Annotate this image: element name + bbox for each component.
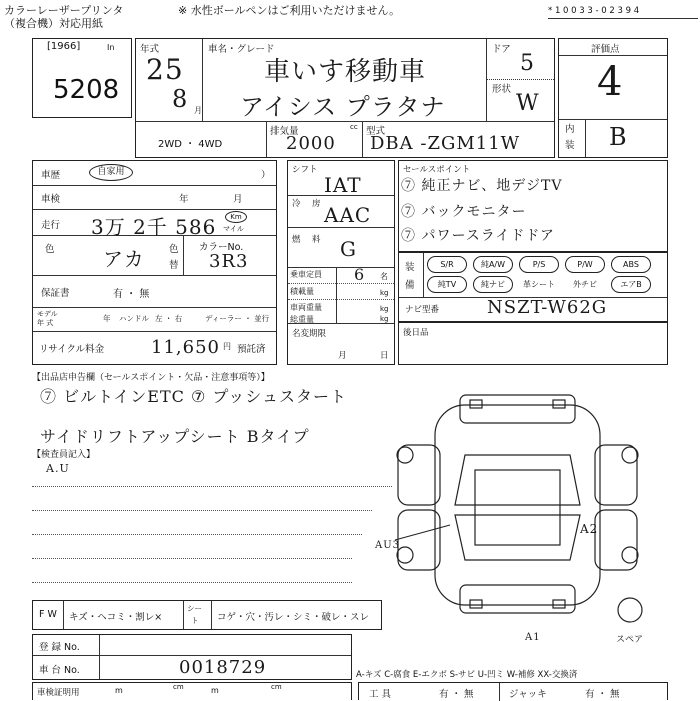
color-change-1: 色 [169, 244, 179, 255]
name-change-label: 名変期限 [292, 329, 327, 339]
capacity-label: 乗車定員 [290, 270, 322, 279]
equipment-label-2: 備 [405, 280, 415, 291]
vehicle-top-box [135, 38, 555, 158]
lot-bracket: [1966] [47, 41, 81, 52]
recycle-unit: 円 [223, 342, 231, 351]
score-label: 評価点 [591, 44, 620, 55]
color-no-value: 3R3 [209, 251, 249, 272]
seller-note-line-2: サイドリフトアップシート Bタイプ [40, 427, 310, 446]
load-label: 積載量 [290, 287, 314, 296]
serial-underline [548, 18, 698, 19]
interior-label-2: 装 [565, 140, 575, 151]
chassis-label: 車 台 No. [39, 665, 80, 676]
fw-label: F W [39, 609, 57, 620]
inspection-label: 車検 [41, 194, 61, 205]
header-paper-note: （複合機）対応用紙 [4, 17, 103, 30]
weight-label: 車両重量 [290, 303, 322, 312]
score-value: 4 [597, 59, 624, 105]
fw-seat-row [32, 600, 382, 630]
displacement-label: 排気量 [270, 126, 299, 137]
tools-label: 工 具 [369, 689, 392, 700]
certificate-row [32, 682, 352, 700]
history-suffix: ） [261, 170, 271, 181]
door-value: 5 [520, 51, 535, 76]
interior-label-1: 内 [565, 124, 575, 135]
certificate-m-unit-1: m [115, 686, 123, 695]
weight-unit: kg [380, 305, 389, 313]
navi-model-label: ナビ型番 [405, 305, 440, 315]
chassis-value: 0018729 [179, 657, 267, 678]
year-label: 年式 [140, 44, 160, 55]
damage-mark-a2: A2 [580, 522, 599, 536]
shape-label: 形状 [492, 84, 512, 95]
seller-note-line-1: ⑦ ビルトインETC ⑦ プッシュスタート [40, 387, 347, 406]
sales-points-box [398, 160, 668, 252]
aircon-label-2: 房 [312, 199, 321, 209]
seller-notes-label: 【出品店申告欄（セールスポイント・欠品・注意事項等）】 [32, 373, 270, 383]
seat-label-1: シー [187, 604, 202, 613]
color-value: アカ [103, 247, 145, 271]
spare-tire-label: スペア [616, 635, 644, 645]
damage-legend: A-キズ C-腐食 E-エクボ S-サビ U-凹ミ W-補修 XX-交換済 [356, 670, 578, 680]
interior-score-value: B [609, 123, 628, 151]
capacity-value: 6 [354, 265, 366, 284]
warranty-label: 保証書 [41, 288, 70, 299]
damage-mark-a1: A1 [525, 632, 541, 643]
warranty-value: 有 ・ 無 [113, 289, 150, 300]
tools-status: 有 ・ 無 [439, 689, 474, 700]
history-label: 車歴 [41, 170, 61, 181]
shape-value: W [516, 91, 540, 116]
inspector-label: 【検査員記入】 [32, 450, 96, 460]
certificate-cm-unit-2: cm [271, 683, 282, 691]
equip-power-window: P/W [565, 256, 605, 273]
equip-power-steering: P/S [519, 256, 559, 273]
seat-items: コゲ・穴・汚レ・シミ・破レ・スレ [217, 612, 370, 623]
header-printer-note: カラーレーザープリンタ [4, 4, 124, 17]
displacement-value: 2000 [286, 133, 336, 154]
registration-label: 登 録 No. [39, 642, 80, 653]
gross-unit: kg [380, 315, 389, 323]
equip-genuine-tv: 純TV [427, 276, 467, 293]
month-unit: 月 [194, 106, 202, 115]
sales-point-3: ⑦ パワースライドドア [401, 228, 555, 244]
equip-airbag: エアB [611, 276, 651, 293]
recycle-status: 預託済 [237, 344, 266, 355]
color-label: 色 [45, 244, 55, 255]
cc-unit: cc [350, 123, 358, 131]
mid-details-box [287, 160, 395, 365]
model-year-unit: 年 [103, 314, 111, 323]
history-value: 自家用 [89, 164, 133, 181]
equipment-box [398, 252, 668, 322]
grade-value: アイシス プラタナ [240, 93, 446, 121]
mileage-value: 3万 2千 586 [91, 215, 217, 239]
inspection-year-unit: 年 [179, 194, 189, 205]
certificate-cm-unit-1: cm [173, 683, 184, 691]
equip-aftermarket-tv: 外チビ [573, 280, 597, 289]
inspector-note: A.U [46, 462, 70, 475]
shift-label: シフト [292, 165, 318, 175]
inspection-month-unit: 月 [233, 194, 243, 205]
seat-label-2: ト [191, 616, 199, 625]
car-body-diagram [380, 385, 680, 655]
recycle-label: リサイクル料金 [39, 344, 105, 355]
door-label: ドア [492, 44, 511, 55]
recycle-value: 11,650 [151, 337, 220, 358]
year-value: 25 [146, 53, 184, 86]
tools-row [358, 682, 668, 700]
fuel-label-1: 燃 [292, 235, 301, 245]
mileage-label: 走行 [41, 220, 61, 231]
model-year-label-2: 年 式 [37, 319, 54, 327]
aircon-label-1: 冷 [292, 199, 301, 209]
navi-model-value: NSZT-W62G [487, 297, 608, 318]
lot-box [32, 38, 132, 118]
fuel-value: G [340, 237, 357, 261]
dealer-label: ディーラー ・ 並行 [205, 314, 270, 323]
lot-suffix: In [107, 43, 115, 52]
jack-status: 有 ・ 無 [585, 689, 620, 700]
model-code-value: DBA -ZGM11W [370, 133, 521, 154]
drive-type-label: 2WD ・ 4WD [158, 139, 223, 150]
left-details-box [32, 160, 277, 365]
name-grade-label: 車名・グレード [208, 44, 275, 55]
month-value: 8 [172, 85, 189, 113]
equip-abs: ABS [611, 256, 651, 273]
mileage-unit-km: Km [225, 211, 247, 223]
fw-items: キズ・ヘコミ・割レ× [69, 612, 163, 623]
header-pen-notice: ※ 水性ボールペンはご利用いただけません。 [178, 4, 401, 17]
equip-leather-seat: 革シート [523, 280, 555, 289]
model-year-label-1: モデル [37, 310, 58, 318]
score-box [558, 38, 668, 158]
jack-label: ジャッキ [509, 689, 547, 700]
sales-point-2: ⑦ バックモニター [401, 204, 527, 220]
lot-number: 5208 [53, 75, 120, 105]
certificate-m-unit-2: m [211, 686, 219, 695]
capacity-unit: 名 [380, 272, 388, 281]
registration-chassis-box [32, 634, 352, 680]
color-no-label: カラーNo. [199, 242, 244, 253]
sales-points-label: セールスポイント [403, 165, 471, 175]
equip-sunroof: S/R [427, 256, 467, 273]
shift-value: IAT [324, 173, 362, 197]
model-code-label: 型式 [366, 126, 386, 137]
handle-label: ハンドル [119, 314, 149, 323]
handle-value: 左 ・ 右 [155, 314, 183, 323]
load-unit: kg [380, 289, 389, 297]
damage-mark-au3: AU3 [375, 540, 401, 551]
name-change-month: 月 [338, 351, 347, 361]
fuel-label-2: 料 [312, 235, 321, 245]
gross-label: 総重量 [290, 315, 314, 324]
mileage-unit-mile: マイル [223, 225, 244, 233]
certificate-label: 車検証明用 [37, 688, 80, 698]
equipment-label-1: 装 [405, 262, 415, 273]
equip-genuine-aw: 純A/W [473, 256, 513, 273]
car-name-value: 車いす移動車 [264, 57, 427, 87]
attached-items-label: 後日品 [403, 328, 429, 338]
color-change-2: 替 [169, 260, 179, 271]
sales-point-1: ⑦ 純正ナビ、地デジTV [401, 178, 563, 194]
name-change-day: 日 [380, 351, 389, 361]
header-serial: * 1 0 0 3 3 - 0 2 3 9 4 [548, 6, 640, 16]
attached-items-box [398, 322, 668, 365]
equip-genuine-navi: 純ナビ [473, 276, 513, 293]
aircon-value: AAC [324, 203, 372, 227]
